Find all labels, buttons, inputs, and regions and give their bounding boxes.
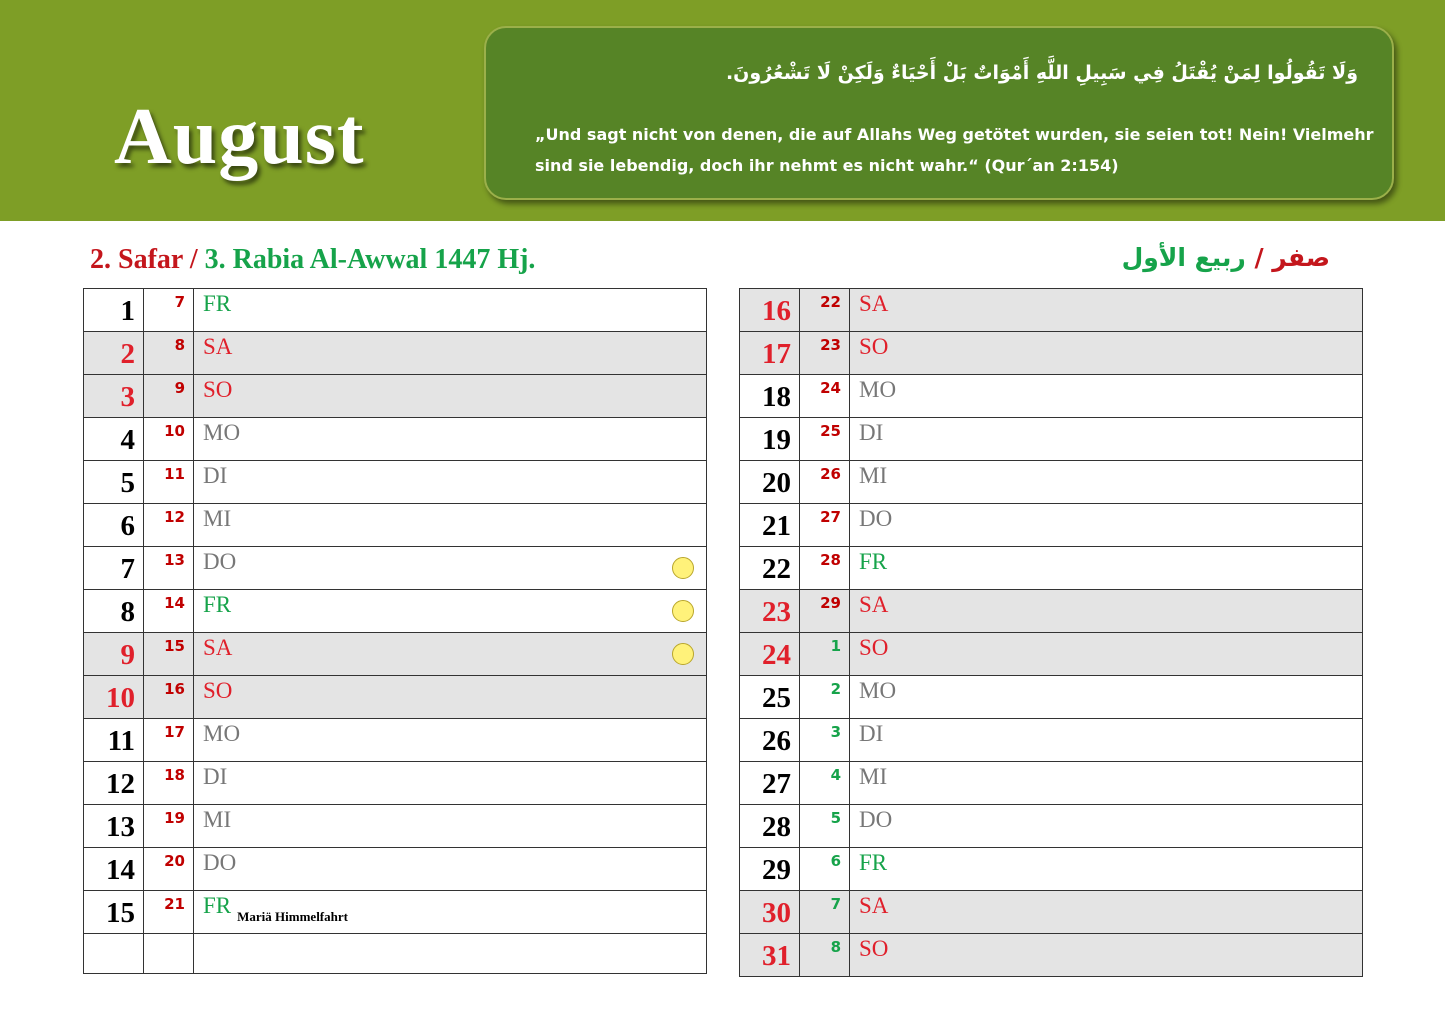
day-cell [84, 332, 144, 375]
weekday-label: DO [859, 807, 893, 832]
day-number: 30 [762, 897, 791, 929]
hijri-cell [144, 891, 194, 934]
weekday-cell [850, 934, 1363, 977]
hijri-cell [800, 762, 850, 805]
calendar-row [740, 848, 1363, 891]
hijri-day-number: 7 [174, 293, 185, 311]
hijri-cell [144, 805, 194, 848]
day-number: 31 [762, 940, 791, 972]
calendar-row [84, 375, 707, 418]
weekday-label: DI [859, 420, 884, 445]
hijri-cell [144, 848, 194, 891]
hijri-cell [800, 289, 850, 332]
weekday-cell [850, 848, 1363, 891]
weekday-label: DI [203, 764, 228, 789]
day-number: 7 [120, 553, 135, 585]
day-cell [740, 418, 800, 461]
hijri-cell [800, 848, 850, 891]
hijri-day-number: 28 [820, 551, 841, 569]
calendar-row [740, 719, 1363, 762]
weekday-label: SA [859, 592, 889, 617]
calendar-row [84, 633, 707, 676]
hijri-cell [800, 547, 850, 590]
hijri-day-number: 22 [820, 293, 841, 311]
weekday-label: SA [203, 635, 233, 660]
weekday-label: FR [203, 291, 232, 316]
verse-german: „Und sagt nicht von denen, die auf Allahs Weg getötet wurden, sie seien tot! Nein! Vielmehr sind sie lebendig, doch ihr nehmt es nicht wahr.“ (Qur´an 2:154) [535, 125, 1374, 175]
day-number: 26 [762, 725, 791, 757]
day-cell [740, 762, 800, 805]
hijri-cell [144, 590, 194, 633]
hijri-cell [800, 590, 850, 633]
weekday-label: DO [203, 549, 237, 574]
calendar-row [84, 547, 707, 590]
weekday-cell [194, 762, 707, 805]
calendar-row [740, 289, 1363, 332]
header-banner [0, 0, 1445, 221]
full-moon-icon [672, 600, 694, 622]
weekday-cell [194, 719, 707, 762]
calendar-row [740, 332, 1363, 375]
hijri-cell [144, 504, 194, 547]
calendar-row [740, 633, 1363, 676]
day-cell [84, 848, 144, 891]
day-number: 5 [120, 467, 135, 499]
day-number: 29 [762, 854, 791, 886]
calendar-row [740, 418, 1363, 461]
day-cell [740, 633, 800, 676]
day-number: 27 [762, 768, 791, 800]
day-cell [84, 762, 144, 805]
calendar-table-left [83, 288, 707, 974]
day-cell [740, 547, 800, 590]
weekday-label: SO [859, 635, 889, 660]
hijri-day-number: 18 [164, 766, 185, 784]
day-number: 14 [106, 854, 135, 886]
hijri-day-number: 11 [164, 465, 185, 483]
weekday-cell [194, 332, 707, 375]
calendar-row [740, 375, 1363, 418]
day-number: 6 [120, 510, 135, 542]
calendar-row [84, 719, 707, 762]
day-number: 25 [762, 682, 791, 714]
weekday-cell [194, 633, 707, 676]
calendar-row [84, 805, 707, 848]
hijri-day-number: 4 [830, 766, 841, 784]
weekday-cell [850, 504, 1363, 547]
calendar-row [84, 848, 707, 891]
day-number: 22 [762, 553, 791, 585]
hijri-cell [144, 418, 194, 461]
day-cell [740, 934, 800, 977]
verse-arabic: وَلَا تَقُولُوا لِمَنْ يُقْتَلُ فِي سَبِيلِ اللَّهِ أَمْوَاتٌ بَلْ أَحْيَاءٌ وَلَكِنْ لَا تَشْعُرُونَ. [725, 62, 1358, 84]
day-number: 15 [106, 897, 135, 929]
day-cell [740, 719, 800, 762]
weekday-label: FR [859, 850, 888, 875]
hijri-day-number: 8 [830, 938, 841, 956]
weekday-cell [850, 676, 1363, 719]
day-number: 4 [120, 424, 135, 456]
hijri-day-number: 6 [830, 852, 841, 870]
day-number: 28 [762, 811, 791, 843]
weekday-label: FR [203, 893, 232, 918]
calendar-row [84, 461, 707, 504]
weekday-label: SA [203, 334, 233, 359]
day-cell [84, 375, 144, 418]
arabic-month-safar: صفر [1272, 243, 1330, 272]
calendar-table-right [739, 288, 1363, 977]
day-number: 24 [762, 639, 791, 671]
day-cell [84, 547, 144, 590]
weekday-label: MO [859, 678, 897, 703]
weekday-label: DO [203, 850, 237, 875]
day-number: 13 [106, 811, 135, 843]
weekday-label: MI [859, 463, 888, 488]
full-moon-icon [672, 557, 694, 579]
calendar-row [740, 891, 1363, 934]
weekday-cell [194, 848, 707, 891]
calendar-row [84, 504, 707, 547]
day-number: 17 [762, 338, 791, 370]
weekday-label: SO [203, 377, 233, 402]
hijri-cell [144, 289, 194, 332]
hijri-cell [800, 805, 850, 848]
day-number: 18 [762, 381, 791, 413]
calendar-row [84, 289, 707, 332]
hijri-day-number: 15 [164, 637, 185, 655]
calendar-row [740, 547, 1363, 590]
day-cell [84, 891, 144, 934]
calendar-row [740, 934, 1363, 977]
hijri-day-number: 19 [164, 809, 185, 827]
day-cell [740, 332, 800, 375]
day-number: 10 [106, 682, 135, 714]
weekday-cell [850, 461, 1363, 504]
hijri-cell [800, 461, 850, 504]
hijri-cell [144, 934, 194, 974]
day-cell [84, 289, 144, 332]
weekday-label: DI [859, 721, 884, 746]
day-cell [740, 848, 800, 891]
hijri-day-number: 10 [164, 422, 185, 440]
weekday-label: FR [859, 549, 888, 574]
day-cell [740, 590, 800, 633]
day-number: 21 [762, 510, 791, 542]
hijri-day-number: 1 [830, 637, 841, 655]
calendar-row [84, 676, 707, 719]
hijri-day-number: 13 [164, 551, 185, 569]
day-cell [84, 934, 144, 974]
weekday-cell [850, 547, 1363, 590]
weekday-cell [194, 418, 707, 461]
day-cell [84, 590, 144, 633]
hijri-month-rabia: 3. Rabia Al-Awwal 1447 Hj. [204, 244, 536, 275]
hijri-day-number: 8 [174, 336, 185, 354]
weekday-cell [850, 590, 1363, 633]
hijri-cell [800, 418, 850, 461]
day-cell [84, 676, 144, 719]
hijri-day-number: 7 [830, 895, 841, 913]
day-number: 1 [120, 295, 135, 327]
day-number: 12 [106, 768, 135, 800]
day-number: 19 [762, 424, 791, 456]
weekday-cell [850, 418, 1363, 461]
weekday-cell [194, 504, 707, 547]
hijri-day-number: 24 [820, 379, 841, 397]
hijri-day-number: 29 [820, 594, 841, 612]
calendar-row [740, 590, 1363, 633]
hijri-cell [800, 676, 850, 719]
month-title: August [114, 93, 365, 181]
day-cell [740, 375, 800, 418]
hijri-cell [800, 504, 850, 547]
weekday-cell [850, 762, 1363, 805]
day-number: 9 [120, 639, 135, 671]
hijri-day-number: 5 [830, 809, 841, 827]
hijri-cell [800, 891, 850, 934]
calendar-row [84, 418, 707, 461]
weekday-cell [194, 805, 707, 848]
hijri-cell [144, 461, 194, 504]
full-moon-icon [672, 643, 694, 665]
quran-verse-box [484, 26, 1394, 200]
weekday-label: SO [859, 334, 889, 359]
weekday-cell [850, 719, 1363, 762]
hijri-day-number: 2 [830, 680, 841, 698]
hijri-month-heading [90, 244, 535, 276]
hijri-month-safar: 2. Safar [90, 244, 183, 275]
weekday-cell [850, 289, 1363, 332]
hijri-day-number: 23 [820, 336, 841, 354]
weekday-label: SA [859, 893, 889, 918]
calendar-row [740, 676, 1363, 719]
weekday-label: MO [203, 420, 241, 445]
hijri-day-number: 3 [830, 723, 841, 741]
weekday-label: SO [859, 936, 889, 961]
calendar-row [84, 891, 707, 934]
weekday-cell [850, 633, 1363, 676]
day-cell [740, 676, 800, 719]
day-number: 8 [120, 596, 135, 628]
day-number: 11 [107, 725, 135, 757]
hijri-cell [800, 375, 850, 418]
weekday-cell [194, 461, 707, 504]
weekday-label: MI [203, 807, 232, 832]
calendar-row [84, 332, 707, 375]
weekday-cell [850, 805, 1363, 848]
weekday-label: DI [203, 463, 228, 488]
hijri-cell [800, 633, 850, 676]
calendar-row [740, 762, 1363, 805]
weekday-cell [194, 547, 707, 590]
day-cell [84, 805, 144, 848]
day-cell [740, 891, 800, 934]
hijri-cell [144, 633, 194, 676]
hijri-cell [144, 332, 194, 375]
day-cell [84, 461, 144, 504]
arabic-month-rabia: ربيع الأول [1121, 243, 1246, 272]
day-number: 3 [120, 381, 135, 413]
hijri-cell [800, 934, 850, 977]
weekday-label: SA [859, 291, 889, 316]
hijri-day-number: 27 [820, 508, 841, 526]
hijri-day-number: 17 [164, 723, 185, 741]
hijri-cell [800, 719, 850, 762]
hijri-cell [800, 332, 850, 375]
day-cell [84, 418, 144, 461]
weekday-cell [194, 891, 707, 934]
hijri-day-number: 12 [164, 508, 185, 526]
calendar-row [84, 934, 707, 974]
day-cell [740, 504, 800, 547]
weekday-label: MI [859, 764, 888, 789]
weekday-cell [194, 676, 707, 719]
day-cell [740, 805, 800, 848]
weekday-label: MO [859, 377, 897, 402]
weekday-cell [850, 891, 1363, 934]
day-cell [84, 633, 144, 676]
weekday-label: MI [203, 506, 232, 531]
calendar-row [740, 461, 1363, 504]
arabic-month-heading [1122, 243, 1330, 272]
calendar-row [740, 805, 1363, 848]
day-number: 20 [762, 467, 791, 499]
weekday-cell [850, 332, 1363, 375]
hijri-cell [144, 547, 194, 590]
weekday-label: MO [203, 721, 241, 746]
hijri-day-number: 21 [164, 895, 185, 913]
day-number: 23 [762, 596, 791, 628]
hijri-day-number: 14 [164, 594, 185, 612]
hijri-cell [144, 762, 194, 805]
day-number: 2 [120, 338, 135, 370]
holiday-note: Mariä Himmelfahrt [237, 909, 348, 924]
hijri-cell [144, 375, 194, 418]
day-cell [84, 504, 144, 547]
day-cell [740, 289, 800, 332]
calendar-row [84, 590, 707, 633]
hijri-day-number: 25 [820, 422, 841, 440]
hijri-day-number: 26 [820, 465, 841, 483]
day-number: 16 [762, 295, 791, 327]
hijri-heading-separator: / [182, 244, 205, 275]
arabic-heading-separator: / [1245, 243, 1273, 272]
calendar-row [740, 504, 1363, 547]
weekday-cell [194, 590, 707, 633]
weekday-cell [194, 289, 707, 332]
weekday-label: DO [859, 506, 893, 531]
weekday-label: FR [203, 592, 232, 617]
hijri-cell [144, 719, 194, 762]
weekday-cell [194, 375, 707, 418]
day-cell [740, 461, 800, 504]
hijri-day-number: 9 [174, 379, 185, 397]
weekday-cell [850, 375, 1363, 418]
hijri-day-number: 16 [164, 680, 185, 698]
calendar-row [84, 762, 707, 805]
day-cell [84, 719, 144, 762]
hijri-cell [144, 676, 194, 719]
hijri-day-number: 20 [164, 852, 185, 870]
weekday-label: SO [203, 678, 233, 703]
weekday-cell [194, 934, 707, 974]
